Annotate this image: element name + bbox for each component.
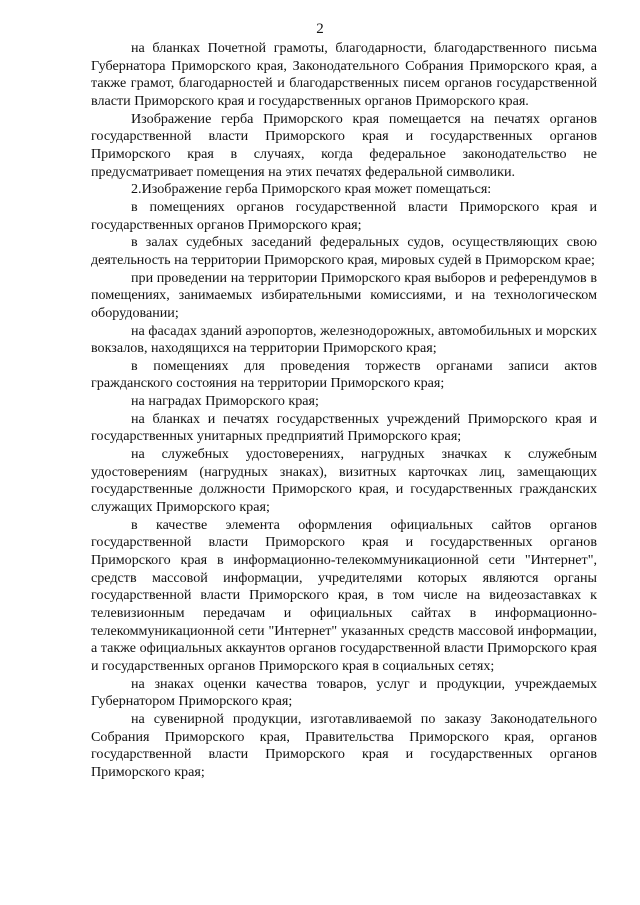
paragraph-seals: Изображение герба Приморского края помещается на печатях органов государственной власти Приморского края и государственных органов Приморского края в случаях, когда федеральное законодательство не предусматривает помещения на этих печатях федеральной символики. — [91, 110, 597, 180]
paragraph-registry-offices: в помещениях для проведения торжеств органами записи актов гражданского состояния на территории Приморского края; — [91, 357, 597, 392]
paragraph-section-2: 2.Изображение герба Приморского края может помещаться: — [131, 181, 492, 198]
paragraph-blanks-awards: на бланках Почетной грамоты, благодарности, благодарственного письма Губернатора Приморского края, Законодательного Собрания Приморского края, а также грамот, благодарностей и благодарственных писем органов государственной власти Приморского края и государственных органов Приморского края. — [91, 40, 597, 109]
page-number: 2 — [316, 21, 324, 37]
paragraph-institutions: на бланках и печатях государственных учреждений Приморского края и государственных унитарных предприятий Приморского края; — [91, 410, 597, 445]
paragraph-premises: в помещениях органов государственной власти Приморского края и государственных органов Приморского края; — [91, 198, 597, 233]
paragraph-courts: в залах судебных заседаний федеральных судов, осуществляющих свою деятельность на территории Приморского края, мировых судей в Приморском крае; — [91, 234, 597, 268]
paragraph-quality-marks: на знаках оценки качества товаров, услуг и продукции, учреждаемых Губернатором Приморского края; — [91, 675, 597, 710]
paragraph-souvenirs: на сувенирной продукции, изготавливаемой по заказу Законодательного Собрания Приморского края, Правительства Приморского края, органов государственной власти Приморского края и государственных органов Приморского края; — [91, 710, 597, 780]
paragraph-websites: в качестве элемента оформления официальных сайтов органов государственной власти Приморского края и государственных органов Приморского края в информационно-телекоммуникационной сети "Интернет", средств массовой информации, учредителями которых являются органы государственной власти Приморского края, в том числе на видеозаставках к телевизионным передачам и официальных сайтах в информационно-телекоммуникационной сети "Интернет" указанных средств массовой информации, а также официальных аккаунтов органов государственной власти Приморского края и государственных органов Приморского края в социальных сетях; — [91, 516, 597, 674]
paragraph-awards: на наградах Приморского края; — [131, 393, 319, 410]
document-body — [91, 40, 597, 782]
paragraph-facades: на фасадах зданий аэропортов, железнодорожных, автомобильных и морских вокзалов, находящихся на территории Приморского края; — [91, 322, 597, 357]
paragraph-elections: при проведении на территории Приморского края выборов и референдумов в помещениях, занимаемых избирательными комиссиями, и на технологическом оборудовании; — [91, 269, 597, 321]
paragraph-certificates: на служебных удостоверениях, нагрудных значках к служебным удостоверениям (нагрудных знаках), визитных карточках лиц, замещающих государственные должности Приморского края, и государственных гражданских служащих Приморского края; — [91, 446, 597, 516]
